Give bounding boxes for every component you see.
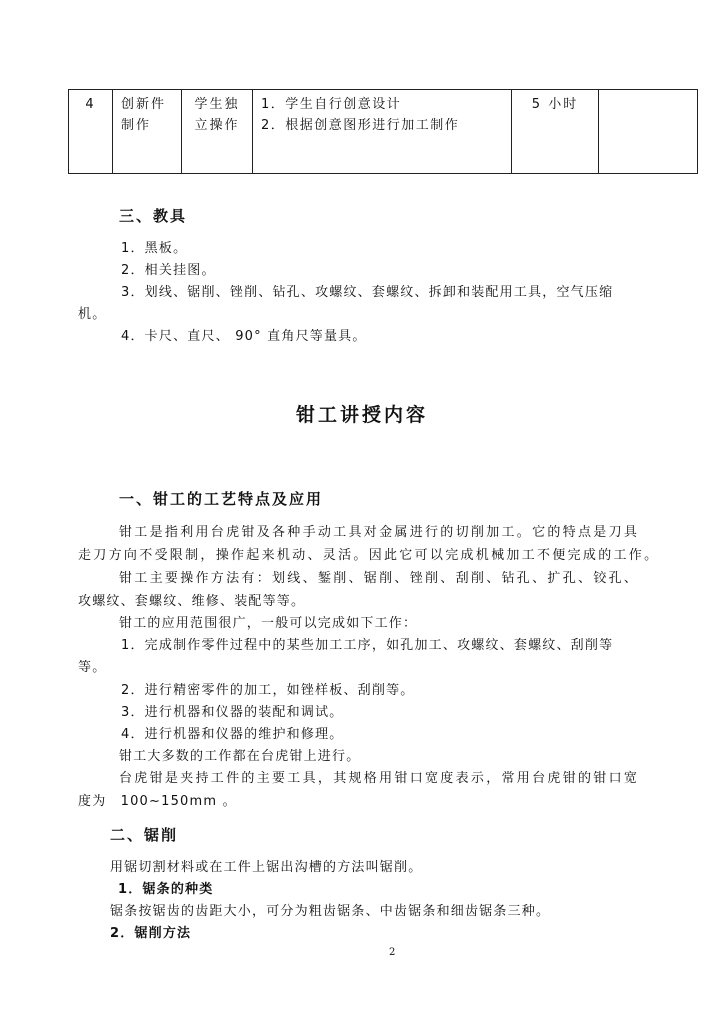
list-item-continuation: 等。 <box>78 660 107 675</box>
tools-item: 2．相关挂图。 <box>121 263 216 278</box>
list-item: 2．进行精密零件的加工，如锉样板、刮削等。 <box>121 683 415 698</box>
hours-value: 5 小时 <box>531 97 579 112</box>
tools-item: 4．卡尺、直尺、 90° 直角尺等量具。 <box>121 329 367 344</box>
teaching-mode-cell <box>182 90 253 174</box>
row-number-cell <box>69 90 113 174</box>
paragraph-line: 钳工主要操作方法有：划线、錾削、锯削、锉削、刮削、钻孔、扩孔、铰孔、 <box>119 571 640 586</box>
paragraph-line: 度为 100~150mm 。 <box>78 794 237 809</box>
tools-item: 3．划线、锯削、锉削、钻孔、攻螺纹、套螺纹、拆卸和装配用工具，空气压缩 <box>121 285 614 300</box>
subsection-heading: 2．锯削方法 <box>110 926 192 941</box>
tools-item-continuation: 机。 <box>78 307 107 322</box>
item-name-cell <box>113 90 182 174</box>
tools-heading: 三、教具 <box>119 207 188 225</box>
item-name-line: 创新件 <box>121 97 167 112</box>
page-title: 钳工讲授内容 <box>295 404 428 426</box>
section1-heading: 一、钳工的工艺特点及应用 <box>119 490 324 508</box>
paragraph-line: 用锯切割材料或在工件上锯出沟槽的方法叫锯削。 <box>110 860 423 875</box>
schedule-table <box>68 89 698 174</box>
paragraph-line: 钳工的应用范围很广，一般可以完成如下工作： <box>119 616 418 631</box>
list-item: 3．进行机器和仪器的装配和调试。 <box>121 705 344 720</box>
section2-heading: 二、锯削 <box>110 826 179 844</box>
teaching-mode-line: 立操作 <box>194 118 240 133</box>
page-number: 2 <box>389 947 396 958</box>
item-name-line: 制作 <box>121 118 152 133</box>
remarks-cell <box>599 90 698 174</box>
content-line: 2．根据创意图形进行加工制作 <box>261 118 460 133</box>
paragraph-line: 台虎钳是夹持工件的主要工具，其规格用钳口宽度表示，常用台虎钳的钳口宽 <box>119 771 640 786</box>
table-row <box>69 90 698 174</box>
paragraph-line: 钳工是指利用台虎钳及各种手动工具对金属进行的切削加工。它的特点是刀具 <box>119 525 640 540</box>
content-cell <box>253 90 512 174</box>
paragraph-line: 钳工大多数的工作都在台虎钳上进行。 <box>119 749 361 764</box>
tools-item: 1．黑板。 <box>121 241 188 256</box>
teaching-mode-line: 学生独 <box>194 97 240 112</box>
paragraph-line: 锯条按锯齿的齿距大小，可分为粗齿锯条、中齿锯条和细齿锯条三种。 <box>110 904 551 919</box>
subsection-heading: 1．锯条的种类 <box>118 882 214 897</box>
hours-cell <box>512 90 599 174</box>
list-item: 4．进行机器和仪器的维护和修理。 <box>121 727 344 742</box>
paragraph-line: 攻螺纹、套螺纹、维修、装配等等。 <box>78 594 306 609</box>
paragraph-line: 走刀方向不受限制，操作起来机动、灵活。因此它可以完成机械加工不便完成的工作。 <box>78 548 660 563</box>
row-number: 4 <box>85 97 96 112</box>
content-line: 1．学生自行创意设计 <box>261 97 402 112</box>
list-item: 1．完成制作零件过程中的某些加工工序，如孔加工、攻螺纹、套螺纹、刮削等 <box>121 638 614 653</box>
